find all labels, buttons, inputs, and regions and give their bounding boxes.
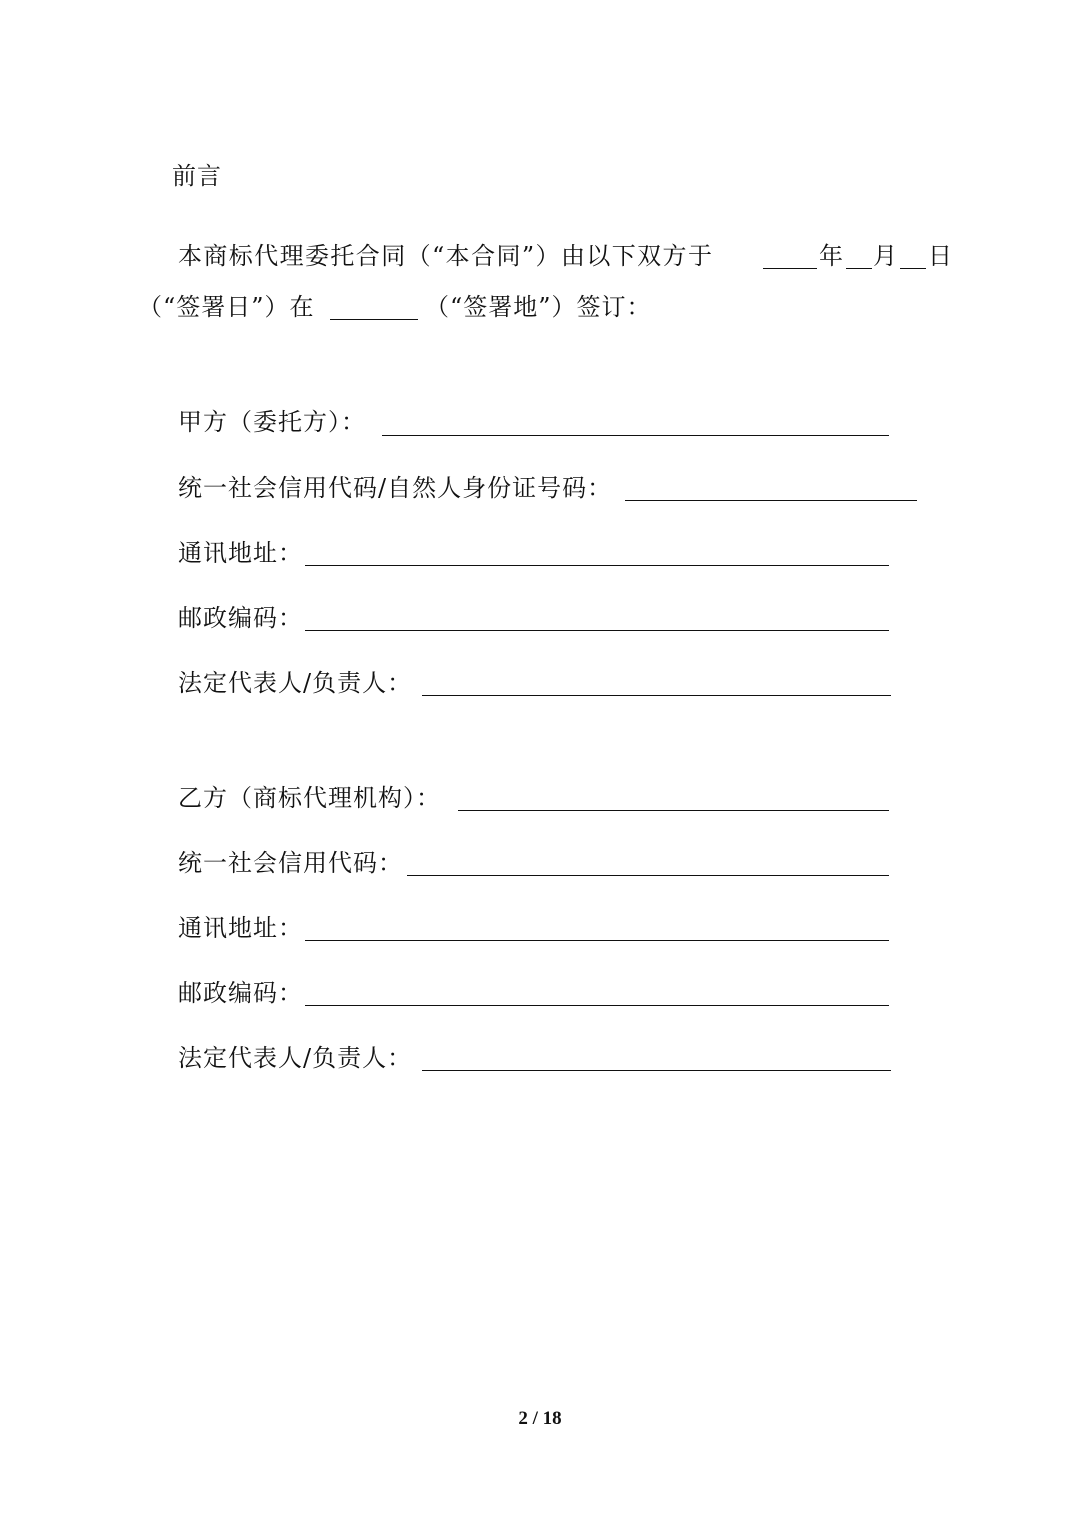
party-a-postal-code-field[interactable] bbox=[305, 630, 889, 631]
party-b-name-field[interactable] bbox=[458, 810, 889, 811]
section-heading: 前言 bbox=[172, 162, 222, 190]
party-b-legal-rep-field[interactable] bbox=[422, 1070, 891, 1071]
party-b-address-label: 通讯地址： bbox=[178, 914, 303, 942]
month-label: 月 bbox=[873, 242, 898, 270]
party-a-name-label: 甲方（委托方）： bbox=[178, 408, 366, 436]
sign-place-text: （“签署地”）签订： bbox=[425, 293, 652, 321]
party-a-postal-code-label: 邮政编码： bbox=[178, 604, 303, 632]
party-a-legal-rep-label: 法定代表人/负责人： bbox=[178, 669, 413, 697]
party-b-credit-code-field[interactable] bbox=[407, 875, 889, 876]
party-b-address-field[interactable] bbox=[305, 940, 889, 941]
month-blank[interactable] bbox=[846, 268, 872, 269]
day-label: 日 bbox=[928, 242, 953, 270]
sign-place-blank[interactable] bbox=[330, 319, 418, 320]
party-b-postal-code-field[interactable] bbox=[305, 1005, 889, 1006]
year-blank[interactable] bbox=[763, 268, 817, 269]
party-a-name-field[interactable] bbox=[382, 435, 889, 436]
intro-text-1: 本商标代理委托合同（“本合同”）由以下双方于 bbox=[178, 242, 714, 270]
party-b-credit-code-label: 统一社会信用代码： bbox=[178, 849, 403, 877]
party-b-postal-code-label: 邮政编码： bbox=[178, 979, 303, 1007]
year-label: 年 bbox=[819, 242, 844, 270]
party-a-address-field[interactable] bbox=[305, 565, 889, 566]
party-b-legal-rep-label: 法定代表人/负责人： bbox=[178, 1044, 413, 1072]
party-a-credit-code-label: 统一社会信用代码/自然人身份证号码： bbox=[178, 474, 613, 502]
day-blank[interactable] bbox=[900, 268, 926, 269]
party-b-name-label: 乙方（商标代理机构）： bbox=[178, 784, 441, 812]
party-a-address-label: 通讯地址： bbox=[178, 539, 303, 567]
page-indicator: 2 / 18 bbox=[518, 1408, 562, 1429]
party-a-credit-code-field[interactable] bbox=[625, 500, 917, 501]
party-a-legal-rep-field[interactable] bbox=[422, 695, 891, 696]
sign-date-text: （“签署日”）在 bbox=[138, 293, 315, 321]
